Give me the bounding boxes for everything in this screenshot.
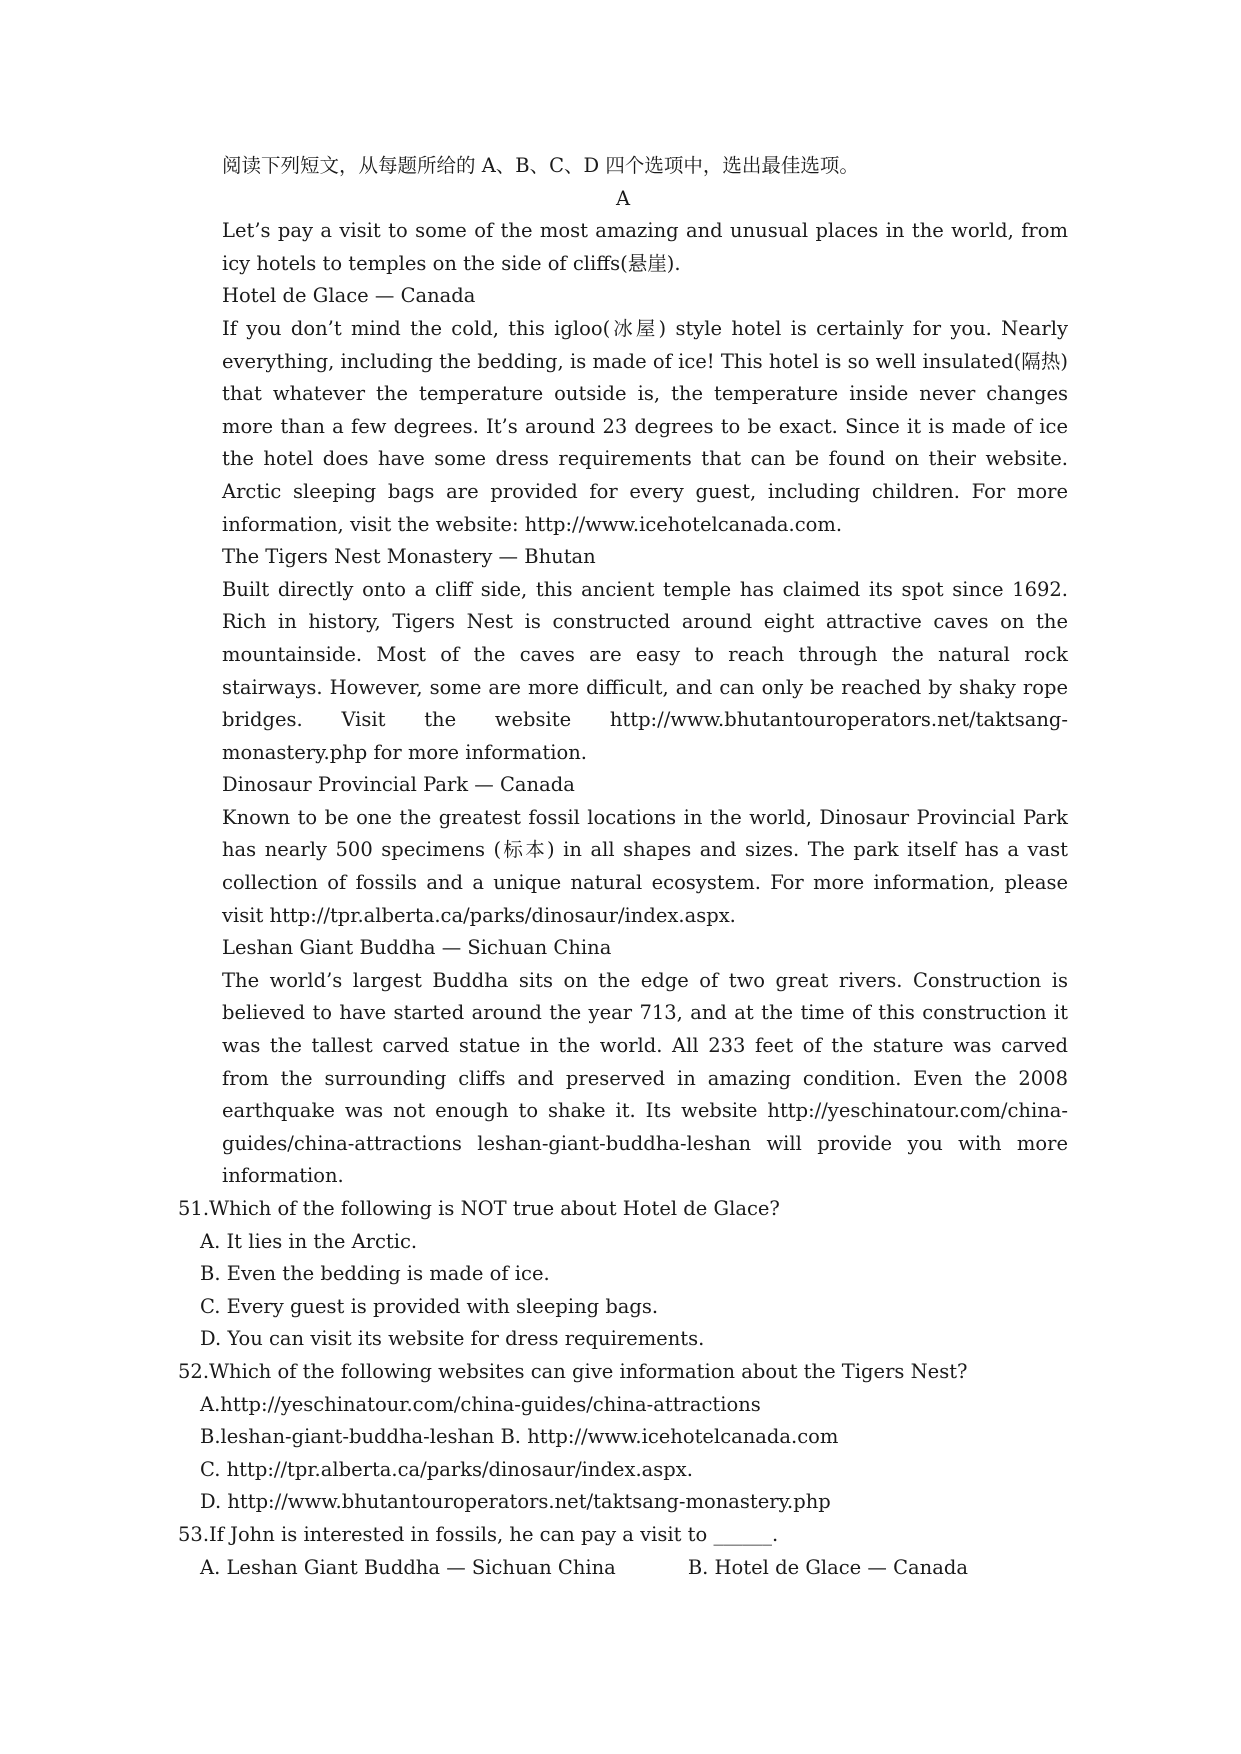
section-body-tigers-nest: Built directly onto a cliff side, this ancient temple has claimed its spot since 1692. Rich in history, Tigers Nest is constructed around eight attractive caves on the mountainside. Most of the caves are easy to reach through the natural rock stairways. However, some are more difficult, and can only be reached by shaky rope bridges. Visit the website http://www.bhutantouroperators.net/taktsang-monastery.php for more information.: [222, 577, 1068, 764]
question-51-option-a: A. It lies in the Arctic.: [200, 1229, 418, 1253]
question-52-option-c: C. http://tpr.alberta.ca/parks/dinosaur/index.aspx.: [200, 1457, 693, 1481]
question-52-option-a: A.http://yeschinatour.com/china-guides/china-attractions: [200, 1392, 761, 1416]
intro-paragraph: Let’s pay a visit to some of the most amazing and unusual places in the world, from icy hotels to temples on the side of cliffs(悬崖).: [222, 219, 1068, 275]
question-52-option-d: D. http://www.bhutantouroperators.net/taktsang-monastery.php: [200, 1490, 831, 1514]
question-51-option-d: D. You can visit its website for dress requirements.: [200, 1327, 705, 1351]
section-heading-hotel-de-glace: Hotel de Glace — Canada: [222, 284, 476, 308]
section-heading-leshan-buddha: Leshan Giant Buddha — Sichuan China: [222, 936, 612, 960]
section-body-hotel-de-glace: If you don’t mind the cold, this igloo(冰屋) style hotel is certainly for you. Nearly everything, including the bedding, is made of ice! This hotel is so well insulated(隔热) that whatever the temperature outside is, the temperature inside never changes more than a few degrees. It’s around 23 degrees to be exact. Since it is made of ice the hotel does have some dress requirements that can be found on their website. Arctic sleeping bags are provided for every guest, including children. For more information, visit the website: http://www.icehotelcanada.com.: [222, 316, 1068, 536]
section-body-dinosaur-park: Known to be one the greatest fossil locations in the world, Dinosaur Provincial Park has nearly 500 specimens (标本) in all shapes and sizes. The park itself has a vast collection of fossils and a unique natural ecosystem. For more information, please visit http://tpr.alberta.ca/parks/dinosaur/index.aspx.: [222, 805, 1068, 927]
section-heading-dinosaur-park: Dinosaur Provincial Park — Canada: [222, 773, 575, 797]
question-52-option-b: B.leshan-giant-buddha-leshan B. http://www.icehotelcanada.com: [200, 1425, 839, 1449]
question-53-option-a: A. Leshan Giant Buddha — Sichuan China: [200, 1555, 616, 1579]
question-53-options-row: [178, 1552, 1068, 1585]
section-body-leshan-buddha: The world’s largest Buddha sits on the edge of two great rivers. Construction is believed to have started around the year 713, and at the time of this construction it was the tallest carved statue in the world. All 233 feet of the stature was carved from the surrounding cliffs and preserved in amazing condition. Even the 2008 earthquake was not enough to shake it. Its website http://yeschinatour.com/china-guides/china-attractions leshan-giant-buddha-leshan will provide you with more information.: [222, 968, 1068, 1188]
question-52-stem: 52.Which of the following websites can give information about the Tigers Nest?: [178, 1359, 968, 1383]
question-51-option-b: B. Even the bedding is made of ice.: [200, 1262, 550, 1286]
question-51-option-c: C. Every guest is provided with sleeping bags.: [200, 1294, 659, 1318]
question-51-stem: 51.Which of the following is NOT true about Hotel de Glace?: [178, 1197, 780, 1220]
instruction-text: 阅读下列短文，从每题所给的 A、B、C、D 四个选项中，选出最佳选项。: [222, 154, 859, 177]
question-53-option-b: B. Hotel de Glace — Canada: [687, 1555, 968, 1579]
section-heading-tigers-nest: The Tigers Nest Monastery — Bhutan: [222, 545, 596, 569]
question-53-stem: 53.If John is interested in fossils, he can pay a visit to ______.: [178, 1522, 779, 1546]
passage-label: A: [615, 186, 631, 210]
document-content: [178, 150, 1068, 1584]
